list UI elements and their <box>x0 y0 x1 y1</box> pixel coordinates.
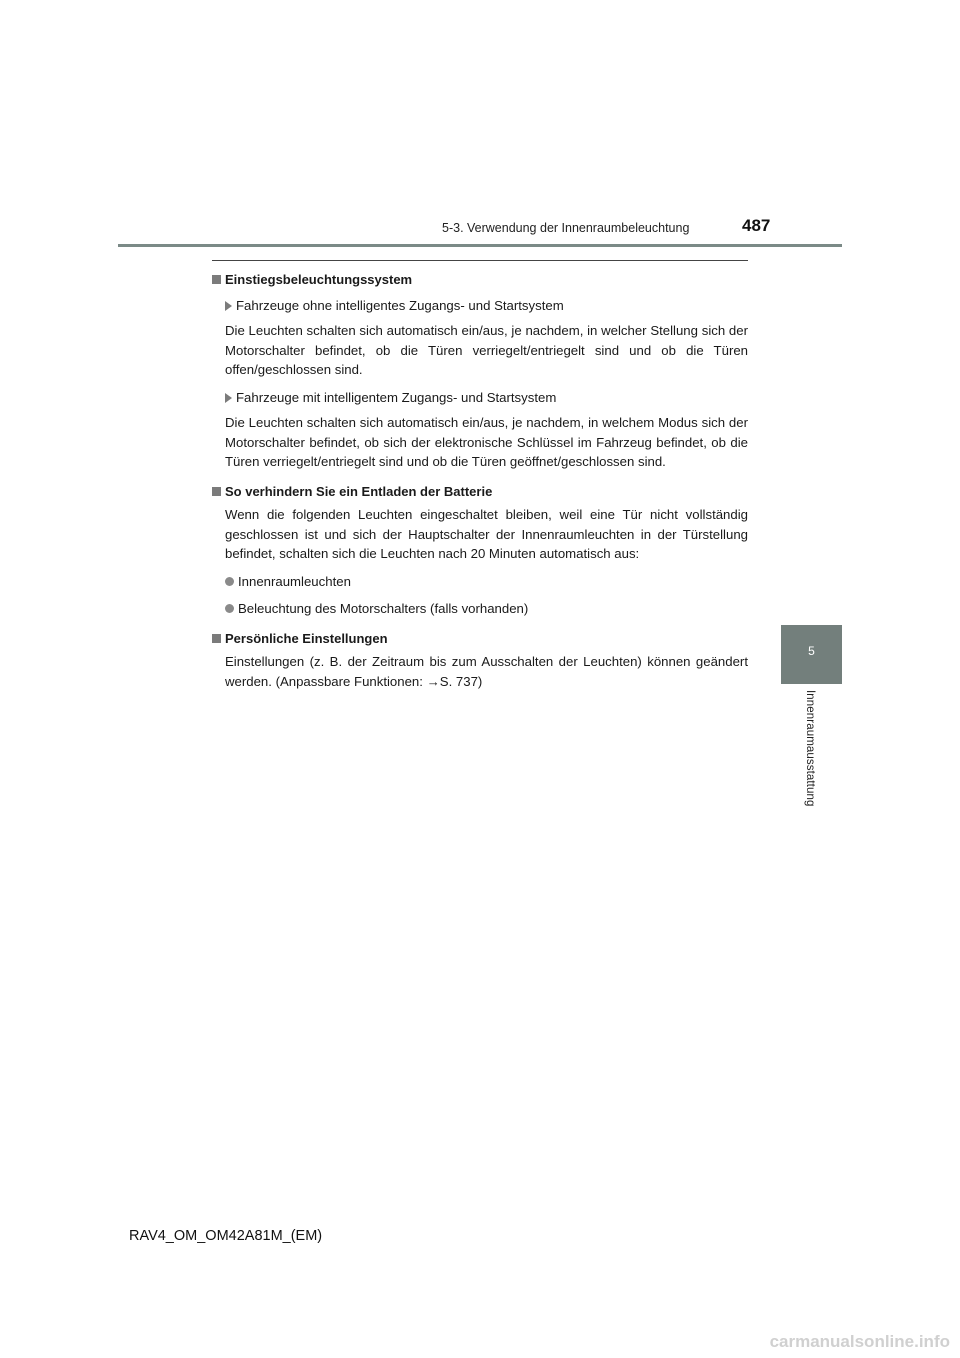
circle-bullet-icon <box>225 604 234 613</box>
section-heading: Einstiegsbeleuchtungssystem <box>225 272 413 287</box>
square-bullet-icon <box>212 275 221 284</box>
watermark: carmanualsonline.info <box>769 1332 950 1351</box>
section-heading: Persönliche Einstellungen <box>225 630 388 646</box>
running-header-section-title: 5-3. Verwendung der Innenraumbeleuchtung <box>442 221 690 235</box>
page-number: 487 <box>742 216 771 235</box>
section-einstiegsbeleuchtung <box>212 270 748 472</box>
square-bullet-icon <box>212 487 221 496</box>
document-code: RAV4_OM_OM42A81M_(EM) <box>129 1228 323 1244</box>
chapter-number: 5 <box>808 644 815 658</box>
chapter-title: Innenraumausstattung <box>804 690 816 807</box>
paragraph: Einstellungen (z. B. der Zeitraum bis zum Ausschalten der Leuchten) können geändert werden. (Anpassbare Funktionen: →S. 737) <box>225 654 748 689</box>
page-content <box>212 270 748 701</box>
paragraph: Die Leuchten schalten sich automatisch ein/aus, je nachdem, in welchem Modus sich der Motorschalter befindet, ob sich der elektronische Schlüssel im Fahrzeug befindet, ob die Türen verriegelt/entriegelt sind und ob die Türen geöffnet/geschlossen sind. <box>225 415 748 469</box>
sub-heading: Fahrzeuge mit intelligentem Zugangs- und Startsystem <box>236 389 557 405</box>
section-einstellungen <box>212 629 748 692</box>
sub-heading: Fahrzeuge ohne intelligentes Zugangs- und Startsystem <box>236 297 564 313</box>
section-batterie <box>212 482 748 619</box>
triangle-bullet-icon <box>225 301 232 311</box>
header-divider <box>118 244 842 247</box>
content-divider <box>212 260 748 261</box>
square-bullet-icon <box>212 634 221 643</box>
paragraph: Wenn die folgenden Leuchten eingeschaltet bleiben, weil eine Tür nicht vollständig geschlossen ist und sich der Hauptschalter der Innenraumleuchten in der Türstellung befindet, schalten sich die Leuchten nach 20 Minuten automatisch aus: <box>225 507 748 561</box>
chapter-tab[interactable] <box>781 625 842 684</box>
list-item: Innenraumleuchten <box>238 573 351 589</box>
paragraph: Die Leuchten schalten sich automatisch ein/aus, je nachdem, in welcher Stellung sich der Motorschalter befindet, ob die Türen verriegelt/entriegelt sind und ob die Türen offen/geschlossen sind. <box>225 323 748 377</box>
circle-bullet-icon <box>225 577 234 586</box>
list-item: Beleuchtung des Motorschalters (falls vorhanden) <box>238 601 529 616</box>
triangle-bullet-icon <box>225 393 232 403</box>
section-heading: So verhindern Sie ein Entladen der Batterie <box>225 483 493 499</box>
